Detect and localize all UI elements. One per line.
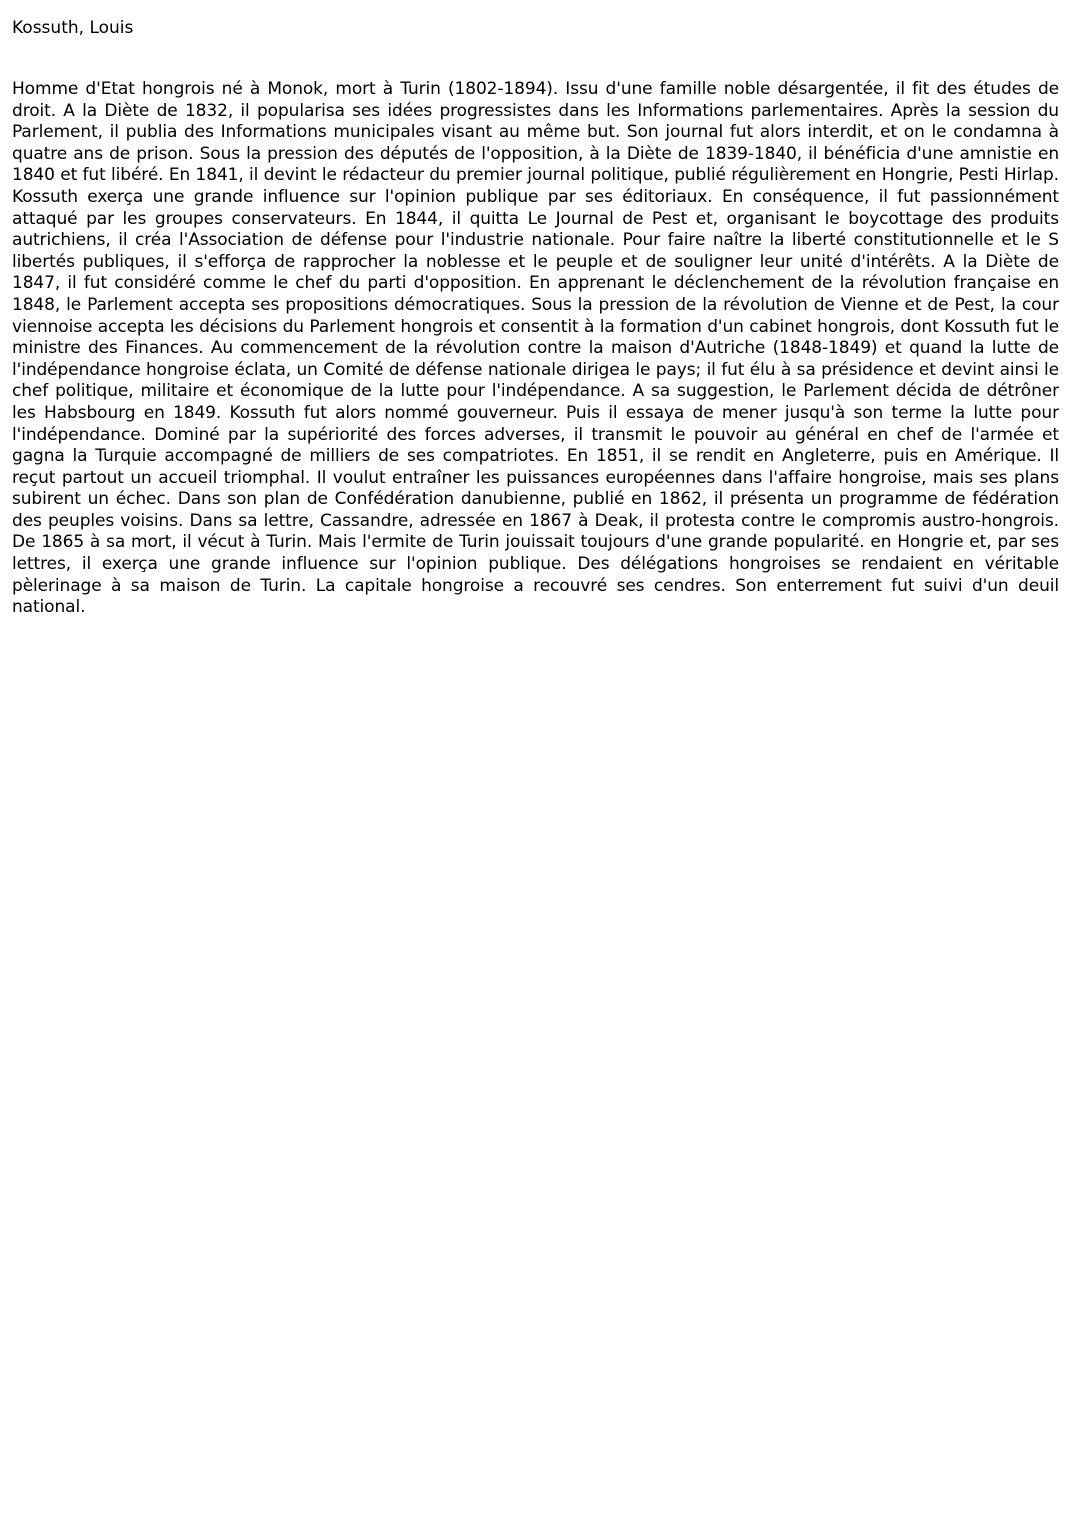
document-title: Kossuth, Louis (12, 18, 134, 38)
document-body-paragraph: Homme d'Etat hongrois né à Monok, mort à Turin (1802-1894). Issu d'une famille noble désargentée, il fit des études de droit. A la Diète de 1832, il popularisa ses idées progressistes dans les Informations parlementaires. Après la session du Parlement, il publia des Informations municipales visant au même but. Son journal fut alors interdit, et on le condamna à quatre ans de prison. Sous la pression des députés de l'opposition, à la Diète de 1839-1840, il bénéficia d'une amnistie en 1840 et fut libéré. En 1841, il devint le rédacteur du premier journal politique, publié régulièrement en Hongrie, Pesti Hirlap. Kossuth exerça une grande influence sur l'opinion publique par ses éditoriaux. En conséquence, il fut passionnément attaqué par les groupes conservateurs. En 1844, il quitta Le Journal de Pest et, organisant le boycottage des produits autrichiens, il créa l'Association de défense pour l'industrie nationale. Pour faire naître la liberté constitutionnelle et le S libertés publiques, il s'efforça de rapprocher la noblesse et le peuple et de souligner leur unité d'intérêts. A la Diète de 1847, il fut considéré comme le chef du parti d'opposition. En apprenant le déclenchement de la révolution française en 1848, le Parlement accepta ses propositions démocratiques. Sous la pression de la révolution de Vienne et de Pest, la cour viennoise accepta les décisions du Parlement hongrois et consentit à la formation d'un cabinet hongrois, dont Kossuth fut le ministre des Finances. Au commencement de la révolution contre la maison d'Autriche (1848-1849) et quand la lutte de l'indépendance hongroise éclata, un Comité de défense nationale dirigea le pays; il fut élu à sa présidence et devint ainsi le chef politique, militaire et économique de la lutte pour l'indépendance. A sa suggestion, le Parlement décida de détrôner les Habsbourg en 1849. Kossuth fut alors nommé gouverneur. Puis il essaya de mener jusqu'à son terme la lutte pour l'indépendance. Dominé par la supériorité des forces adverses, il transmit le pouvoir au général en chef de l'armée et gagna la Turquie accompagné de milliers de ses compatriotes. En 1851, il se rendit en Angleterre, puis en Amérique. Il reçut partout un accueil triomphal. Il voulut entraîner les puissances européennes dans l'affaire hongroise, mais ses plans subirent un échec. Dans son plan de Confédération danubienne, publié en 1862, il présenta un programme de fédération des peuples voisins. Dans sa lettre, Cassandre, adressée en 1867 à Deak, il protesta contre le compromis austro-hongrois. De 1865 à sa mort, il vécut à Turin. Mais l'ermite de Turin jouissait toujours d'une grande popularité. en Hongrie et, par ses lettres, il exerça une grande influence sur l'opinion publique. Des délégations hongroises se rendaient en véritable pèlerinage à sa maison de Turin. La capitale hongroise a recouvré ses cendres. Son enterrement fut suivi d'un deuil national. (12, 79, 1059, 618)
document-page (12, 17, 1059, 619)
